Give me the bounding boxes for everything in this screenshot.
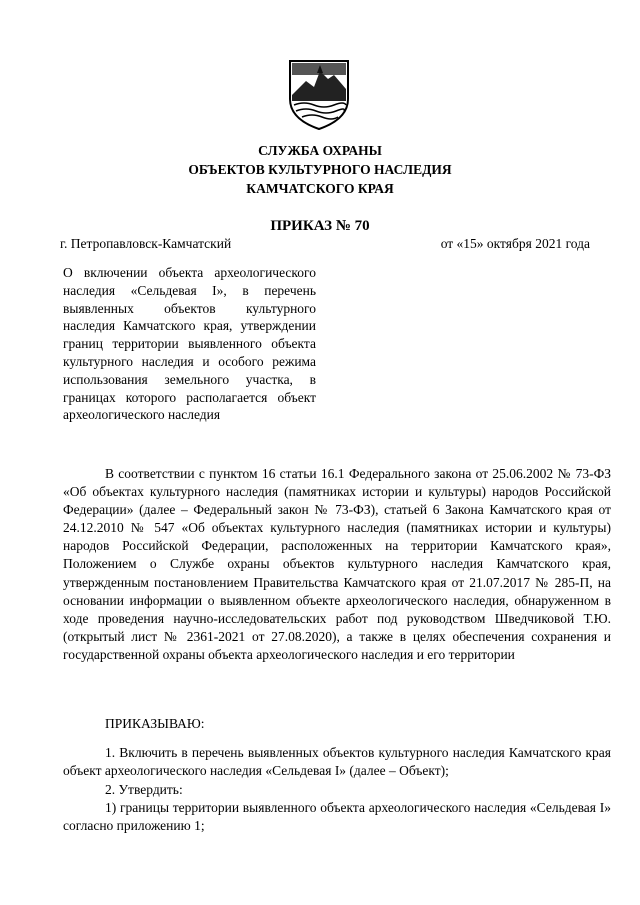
order-item: 2. Утвердить: — [105, 782, 183, 797]
organization-name — [0, 141, 640, 198]
order-item: 1. Включить в перечень выявленных объектов культурного наследия Камчатского края объект археологического наследия «Сельдевая I» (далее – Объект); — [63, 745, 611, 779]
order-date: от «15» октября 2021 года — [440, 236, 590, 251]
org-line-3: КАМЧАТСКОГО КРАЯ — [246, 181, 394, 196]
order-title: ПРИКАЗ № 70 — [270, 218, 370, 234]
preamble-paragraph: В соответствии с пунктом 16 статьи 16.1 Федерального закона от 25.06.2002 № 73-ФЗ «Об объектах культурного наследия (памятниках истории и культуры) народов Российской Федерации» (далее – Федеральный закон № 73-ФЗ), статьей 6 Закона Камчатского края от 24.12.2010 № 547 «Об объектах культурного наследия (памятниках истории и культуры) народов Российской Федерации, расположенных на территории Камчатского края», Положением о Службе охраны объектов культурного наследия Камчатского края, утвержденным постановлением Правительства Камчатского края от 21.07.2017 № 285-П, на основании информации о выявленном объекте археологического наследия, обнаруженном в ходе проведения научно-исследовательских работ под руководством Шведчиковой Т.Ю. (открытый лист № 2361-2021 от 27.08.2020), а также в целях обеспечения сохранения и государственной охраны объекта археологического наследия и его территории — [63, 466, 611, 662]
order-word: ПРИКАЗЫВАЮ: — [105, 716, 205, 731]
city: г. Петропавловск-Камчатский — [60, 236, 232, 251]
order-item: 1) границы территории выявленного объекта археологического наследия «Сельдевая I» согласно приложению 1; — [63, 800, 611, 834]
coat-of-arms-icon — [284, 55, 354, 131]
org-line-1: СЛУЖБА ОХРАНЫ — [258, 143, 382, 158]
org-line-2: ОБЪЕКТОВ КУЛЬТУРНОГО НАСЛЕДИЯ — [188, 162, 452, 177]
order-subject: О включении объекта археологического наследия «Сельдевая I», в перечень выявленных объектов культурного наследия Камчатского края, утверждении границ территории выявленного объекта культурного наследия и особого режима использования земельного участка, в границах которого располагается объект археологического наследия — [63, 265, 316, 423]
